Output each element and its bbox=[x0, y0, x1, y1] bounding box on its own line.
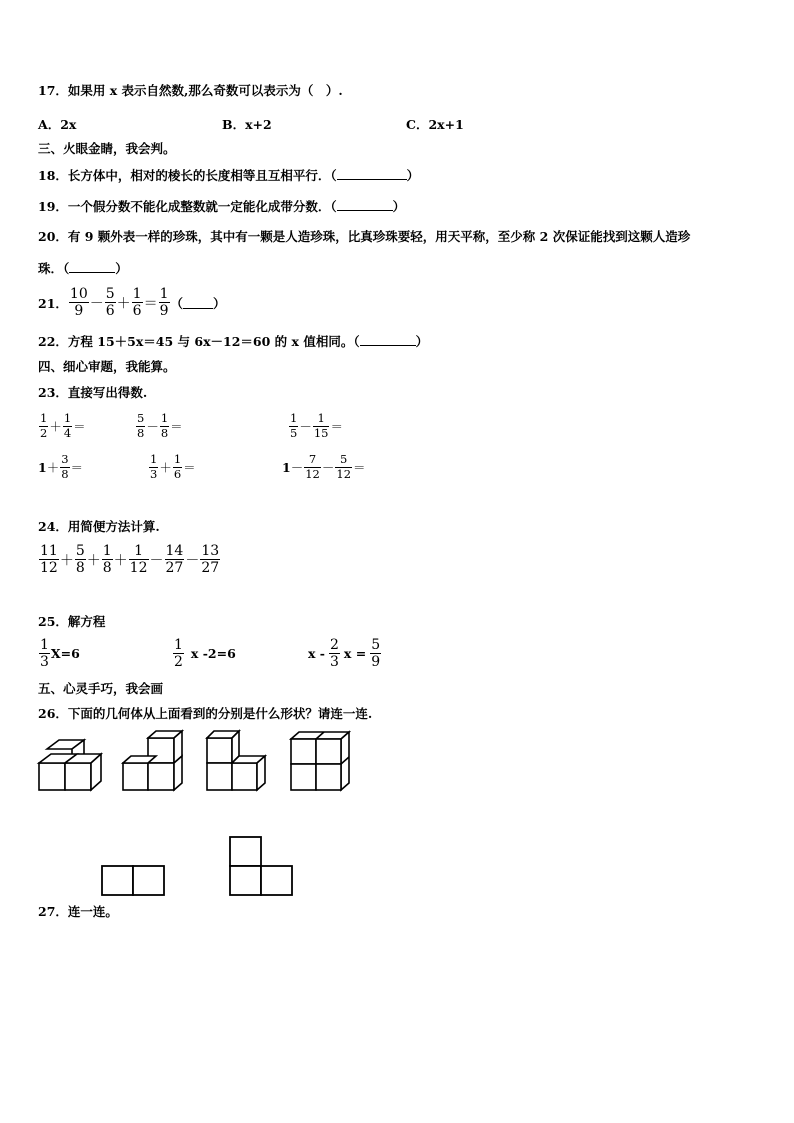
operator: － bbox=[299, 419, 312, 434]
equals-sign: ＝ bbox=[70, 460, 84, 475]
solid-2[interactable] bbox=[123, 731, 182, 790]
q20-close: ） bbox=[115, 261, 128, 276]
operator: － bbox=[146, 419, 159, 434]
fraction: $\frac{1}{15}$ bbox=[313, 411, 329, 440]
question-27-title: 27．连一连。 bbox=[38, 904, 118, 919]
answer-blank[interactable] bbox=[69, 260, 115, 273]
equals-sign: ＝ bbox=[330, 419, 343, 434]
q17-option-c: C．2x+1 bbox=[406, 117, 464, 132]
operator: ＋ bbox=[86, 552, 101, 569]
q20-text: 珠．（ bbox=[38, 261, 70, 276]
q18-text: 18．长方体中，相对的棱长的长度相等且互相平行．（ bbox=[38, 168, 337, 183]
q24-expression bbox=[38, 544, 221, 575]
solid-4[interactable] bbox=[291, 732, 349, 790]
answer-blank[interactable] bbox=[360, 333, 416, 346]
top-view-shape-2[interactable] bbox=[230, 837, 292, 895]
fraction: $\frac{5}{8}$ bbox=[75, 543, 85, 576]
answer-blank[interactable] bbox=[337, 198, 393, 211]
q26-figures bbox=[0, 720, 420, 910]
q23-item-3 bbox=[288, 413, 343, 439]
solid-3[interactable] bbox=[207, 731, 265, 790]
fraction: $\frac{5}{9}$ bbox=[371, 637, 381, 670]
equation-middle: x = bbox=[343, 646, 367, 661]
equation-rest: X=6 bbox=[50, 646, 80, 661]
fraction: $\frac{1}{8}$ bbox=[102, 543, 112, 576]
operator: ＋ bbox=[159, 460, 172, 475]
q23-item-2 bbox=[135, 413, 183, 439]
fraction: $\frac{14}{27}$ bbox=[165, 543, 184, 576]
q25-equation-1 bbox=[38, 638, 80, 669]
fraction: $\frac{7}{12}$ bbox=[305, 452, 320, 481]
section-4-heading: 四、细心审题，我能算。 bbox=[38, 359, 176, 374]
answer-blank[interactable] bbox=[183, 296, 213, 309]
q17-option-a: A．2x bbox=[38, 117, 77, 132]
fraction: $\frac{10}{9}$ bbox=[69, 286, 88, 319]
q22-text: 22．方程 15＋5x＝45 与 6x－12＝60 的 x 值相同。（ bbox=[38, 334, 360, 349]
equals-sign: ＝ bbox=[170, 419, 183, 434]
whole-number: 1 bbox=[38, 459, 47, 475]
fraction: $\frac{5}{12}$ bbox=[336, 452, 352, 481]
q25-equation-2 bbox=[172, 638, 236, 669]
equation-prefix: x - bbox=[308, 646, 325, 661]
question-18 bbox=[38, 167, 419, 184]
fraction: $\frac{1}{2}$ bbox=[40, 411, 48, 440]
fraction: $\frac{1}{5}$ bbox=[290, 411, 298, 440]
question-26-title: 26．下面的几何体从上面看到的分别是什么形状？请连一连. bbox=[38, 706, 373, 721]
question-23-title: 23．直接写出得数. bbox=[38, 385, 148, 400]
q21-number: 21． bbox=[38, 295, 68, 311]
fraction: $\frac{13}{27}$ bbox=[201, 543, 220, 576]
fraction: $\frac{1}{3}$ bbox=[40, 637, 49, 670]
fraction: $\frac{5}{6}$ bbox=[105, 286, 115, 319]
q21-open: （ bbox=[170, 295, 184, 311]
fraction: $\frac{1}{4}$ bbox=[63, 411, 72, 440]
operator: ＋ bbox=[49, 419, 62, 434]
q18-close: ） bbox=[406, 168, 420, 183]
q25-equation-3 bbox=[308, 638, 382, 669]
operator: ＋ bbox=[59, 552, 74, 569]
q23-item-1 bbox=[38, 413, 86, 439]
fraction: $\frac{1}{3}$ bbox=[150, 452, 158, 481]
q23-item-5 bbox=[148, 454, 196, 480]
q19-text: 19．一个假分数不能化成整数就一定能化成带分数．（ bbox=[38, 199, 337, 214]
operator: － bbox=[185, 552, 200, 569]
top-view-shape-1[interactable] bbox=[102, 866, 164, 895]
equation-rest: x -2=6 bbox=[190, 646, 236, 661]
fraction: $\frac{1}{6}$ bbox=[173, 452, 182, 481]
fraction: $\frac{3}{8}$ bbox=[61, 452, 69, 481]
question-25-title: 25．解方程 bbox=[38, 614, 106, 629]
q21-close: ） bbox=[213, 295, 226, 311]
question-21 bbox=[38, 287, 226, 318]
question-22 bbox=[38, 333, 428, 350]
operator: ＋ bbox=[113, 552, 128, 569]
question-20-line-1: 20．有 9 颗外表一样的珍珠，其中有一颗是人造珍珠，比真珍珠要轻，用天平称，至少称 2 次保证能找到这颗人造珍 bbox=[38, 229, 691, 244]
fraction: $\frac{5}{8}$ bbox=[137, 411, 145, 440]
operator: － bbox=[290, 460, 304, 475]
question-17: 17．如果用 x 表示自然数,那么奇数可以表示为（ ）. bbox=[38, 83, 343, 98]
section-5-heading: 五、心灵手巧，我会画 bbox=[38, 681, 164, 696]
answer-blank[interactable] bbox=[337, 167, 407, 180]
equals-sign: ＝ bbox=[183, 460, 196, 475]
q22-close: ） bbox=[415, 334, 429, 349]
equals-sign: ＝ bbox=[353, 460, 366, 475]
operator: － bbox=[149, 552, 164, 569]
question-19 bbox=[38, 198, 405, 215]
fraction: $\frac{2}{3}$ bbox=[330, 637, 339, 670]
equals-sign: ＝ bbox=[73, 419, 86, 434]
operator: ＋ bbox=[46, 460, 60, 475]
q19-close: ） bbox=[392, 199, 406, 214]
question-24-title: 24．用简便方法计算. bbox=[38, 519, 160, 534]
solid-1[interactable] bbox=[39, 740, 101, 790]
question-20-line-2 bbox=[38, 260, 128, 277]
operator: ＋ bbox=[116, 295, 131, 312]
fraction: $\frac{1}{12}$ bbox=[129, 543, 148, 576]
fraction: $\frac{1}{2}$ bbox=[174, 637, 183, 670]
whole-number: 1 bbox=[282, 459, 291, 475]
q23-item-4 bbox=[38, 454, 83, 480]
equals-sign: ＝ bbox=[143, 295, 158, 312]
operator: － bbox=[321, 460, 335, 475]
fraction: $\frac{1}{8}$ bbox=[160, 411, 169, 440]
q23-item-6 bbox=[282, 454, 366, 480]
q17-option-b: B．x+2 bbox=[222, 117, 272, 132]
fraction: $\frac{11}{12}$ bbox=[40, 543, 58, 576]
fraction: $\frac{1}{9}$ bbox=[159, 286, 169, 319]
section-3-heading: 三、火眼金睛，我会判。 bbox=[38, 141, 176, 156]
fraction: $\frac{1}{6}$ bbox=[132, 286, 142, 319]
operator: － bbox=[89, 295, 104, 312]
